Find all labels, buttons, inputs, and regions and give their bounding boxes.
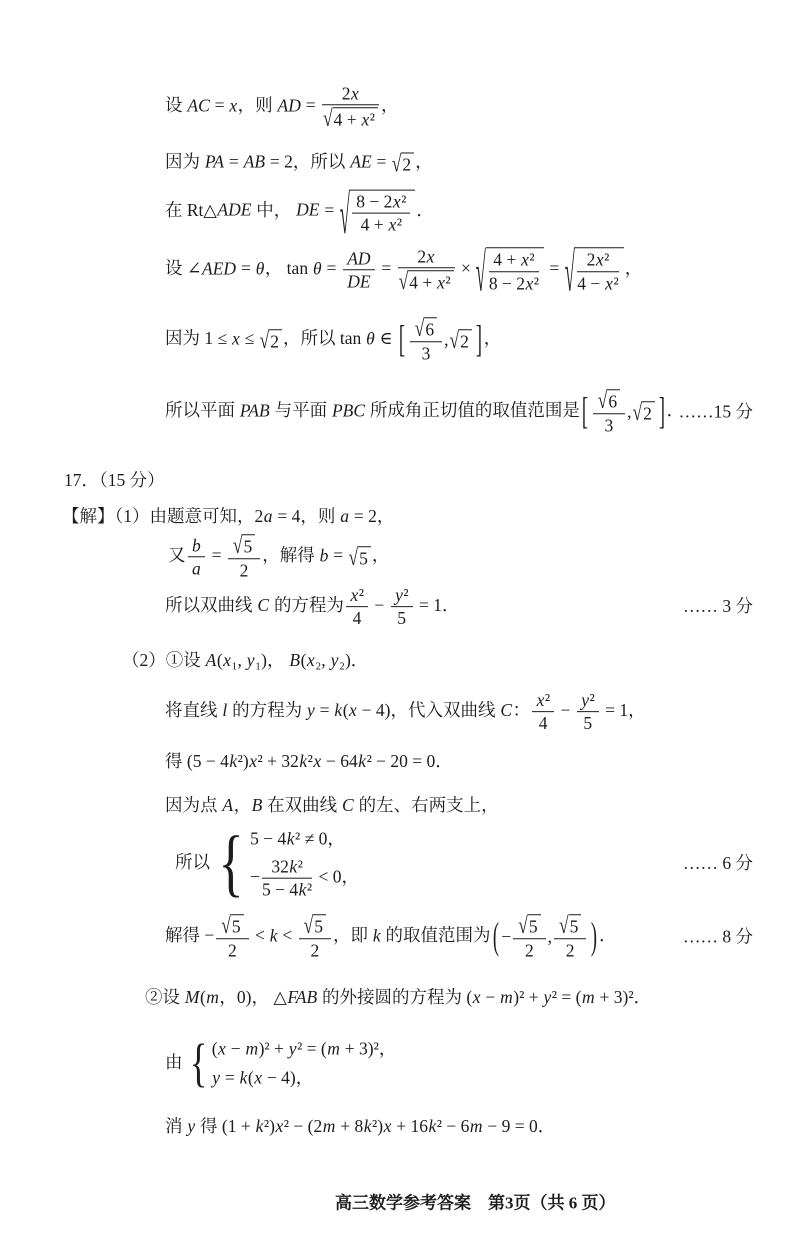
line-text: 所以 { 5 − 4k² ≠ 0， − $\frac{\text{32k²}}{\text{5 − 4k²}}$ < 0， bbox=[175, 822, 360, 906]
math-line-k-range bbox=[165, 911, 753, 961]
math-line-eliminate-y: 消 y 得 (1 + k²)x² − (2m + 8k²)x + 16k² − 6m − 9 = 0． bbox=[165, 1116, 556, 1137]
math-line-substitute-line: 将直线 l 的方程为 y = k(x − 4)，代入双曲线 C： $\frac{\text{x²}}{4}$ − $\frac{\text{y²}}{5}$ = 1， bbox=[165, 690, 646, 734]
math-line-hyperbola-equation bbox=[165, 586, 753, 628]
math-line-system-conditions bbox=[175, 822, 753, 906]
score-mark-6: …… 6 分 bbox=[683, 853, 753, 874]
math-line-ad-definition: 设 AC = x，则 AD = 2x √ 4 + x² ， bbox=[165, 83, 399, 132]
math-line-part2-setup: （2）①设 A(x₁, y₁)， B(x₂, y₂)． bbox=[122, 650, 369, 671]
math-line-quadratic: 得 (5 − 4k²)x² + 32k²x − 64k² − 20 = 0． bbox=[165, 751, 453, 772]
score-mark-3: …… 3 分 bbox=[683, 596, 753, 617]
math-line-branches-note: 因为点 A，B 在双曲线 C 的左、右两支上， bbox=[165, 795, 499, 816]
math-line-conclusion-16 bbox=[165, 386, 753, 436]
math-line-ae-value: 因为 PA = AB = 2，所以 AE = √ 2 ， bbox=[165, 149, 433, 177]
question-17-header: 17．（15 分） bbox=[64, 470, 165, 491]
line-text: 所以平面 PAB 与平面 PBC 所成角正切值的取值范围是 [ √ 6 3 , √ 2 ] ． bbox=[165, 386, 685, 436]
line-text: 解得 − √ 5 2 < k < √ 5 2 ，即 k 的取值范围为 ( − √ 5 2 , √ 5 2 ) ． bbox=[165, 911, 617, 961]
score-mark-15: ……15 分 bbox=[678, 401, 753, 422]
math-line-de-value: 在 Rt△ADE 中， DE = √ $\frac{\text{8 − 2x²}}{\text{4 + x²}}$ ． bbox=[165, 183, 434, 246]
math-line-circle-setup: ②设 M(m，0)， △FAB 的外接圆的方程为 (x − m)² + y² = (m + 3)²． bbox=[145, 987, 652, 1008]
math-line-tan-theta-range: 因为 1 ≤ x ≤ √ 2 ，所以 tan θ ∈ [ √ 6 3 , √ 2 ] ， bbox=[165, 314, 502, 364]
math-line-b-value: 又 $\frac{b}{a}$ = √ 5 2 ，解得 b = √ 5 ， bbox=[168, 531, 390, 581]
score-mark-8: …… 8 分 bbox=[683, 926, 753, 947]
page-footer: 高三数学参考答案 第3页（共 6 页） bbox=[335, 1193, 616, 1213]
math-line-tan-theta-chain: 设 ∠AED = θ， tan θ = $\frac{AD}{DE}$ = 2x √ 4 + x² × √ $\frac{\text{4 + x²}}{\text{8 − 2x²}}$ = √ $\frac{\text{2x²}}{\text{4 − x²}}$ ， bbox=[165, 241, 643, 304]
math-line-circle-system: 由 { (x − m)² + y² = (m + 3)²， y = k(x − 4)， bbox=[165, 1034, 397, 1093]
line-text: 所以双曲线 C 的方程为 $\frac{\text{x²}}{4}$ − $\frac{\text{y²}}{5}$ = 1． bbox=[165, 585, 460, 629]
math-line-solution-part1: 【解】（1）由题意可知，2a = 4，则 a = 2， bbox=[62, 506, 395, 527]
